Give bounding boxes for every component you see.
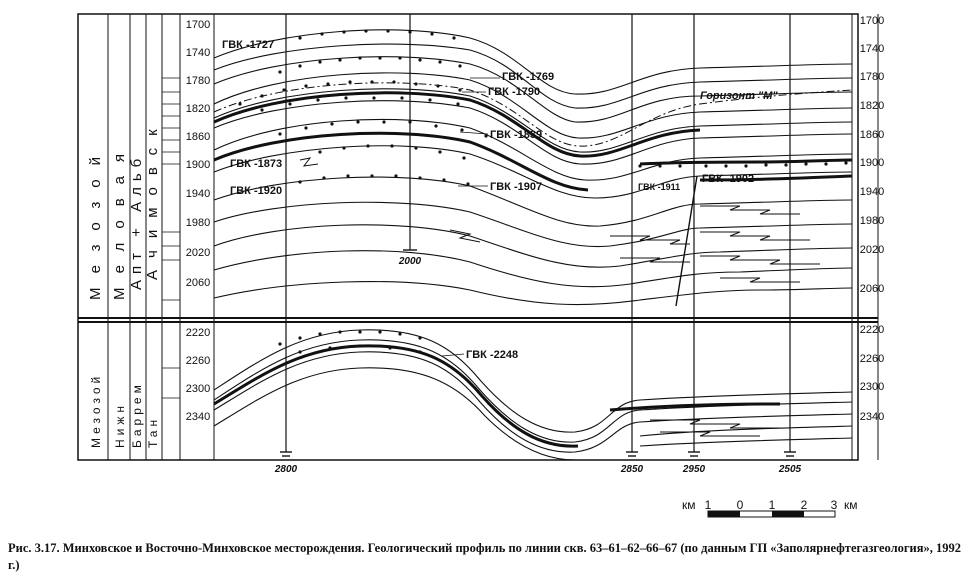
depth-2340: 2340 <box>185 411 211 423</box>
depth-1820: 1820 <box>185 103 211 115</box>
thick-bands <box>214 93 852 190</box>
depth-1860-r: 1860 <box>859 129 885 141</box>
gwc-1920: ГВК -1920 <box>230 185 283 197</box>
region-label-upper: Ачимовск <box>144 117 161 280</box>
depth-1980: 1980 <box>185 217 211 229</box>
depth-1740-r: 1740 <box>859 43 885 55</box>
depth-2300-r: 2300 <box>859 381 885 393</box>
scale-tick-1a: 1 <box>704 498 712 512</box>
stage-label-lower: Баррем <box>130 381 144 448</box>
depth-2300: 2300 <box>185 383 211 395</box>
scale-unit-right: км <box>844 498 858 512</box>
well-2950-label: 2950 <box>682 464 706 475</box>
depth-1740: 1740 <box>185 47 211 59</box>
well-2800-label: 2800 <box>274 464 298 475</box>
well-2505-label: 2505 <box>778 464 802 475</box>
gas-zone-1907 <box>298 174 469 185</box>
scale-tick-2: 2 <box>800 498 808 512</box>
gwc-1902: ГВК -1902 <box>702 173 755 185</box>
depth-1940: 1940 <box>185 188 211 200</box>
depth-2340-r: 2340 <box>859 411 885 423</box>
bed-column <box>162 78 180 398</box>
leader-lines <box>442 78 500 356</box>
depth-scale-right <box>860 15 884 423</box>
depth-1900-r: 1900 <box>859 157 885 169</box>
depth-1860: 1860 <box>185 131 211 143</box>
depth-scale-left <box>186 19 210 423</box>
gwc-1873: ГВК -1873 <box>230 158 283 170</box>
depth-1780: 1780 <box>185 75 211 87</box>
gwc-labels <box>222 39 754 361</box>
scale-tick-3: 3 <box>830 498 838 512</box>
gas-zone-1873 <box>318 144 465 159</box>
scale-bar <box>682 498 858 517</box>
gas-zone-1839 <box>278 120 487 137</box>
lower-strata <box>214 330 852 460</box>
depth-1980-r: 1980 <box>859 215 885 227</box>
gwc-1790: ГВК -1790 <box>488 86 541 98</box>
gwc-1907: ГВК -1907 <box>490 181 543 193</box>
depth-2220-r: 2220 <box>859 324 885 336</box>
gwc-1839: ГВК -1839 <box>490 129 543 141</box>
gas-zone-1727 <box>298 29 455 39</box>
horizon-m-label: Горизонт "М" <box>700 90 778 102</box>
gwc-1769: ГВК -1769 <box>502 71 555 83</box>
depth-1700-r: 1700 <box>859 15 885 27</box>
scale-tick-0: 0 <box>736 498 744 512</box>
well-2000-label: 2000 <box>398 256 422 267</box>
depth-1900: 1900 <box>185 159 211 171</box>
era-label-lower: Мезозой <box>89 372 103 448</box>
strat-column <box>87 117 161 448</box>
figure-caption: Рис. 3.17. Минховское и Восточно-Минховское месторождения. Геологический профиль по линии скв. 63–61–62–66–67 (по данным ГП «Заполярнефтегазгеология», 1992 г.) <box>8 541 961 572</box>
depth-2060: 2060 <box>185 277 211 289</box>
gwc-2248: ГВК -2248 <box>466 349 519 361</box>
well-2850-label: 2850 <box>620 464 644 475</box>
system-label-upper: Меловая <box>111 139 128 300</box>
depth-1820-r: 1820 <box>859 100 885 112</box>
region-label-lower: Тан <box>146 415 160 448</box>
gwc-1727: ГВК -1727 <box>222 39 275 51</box>
era-label-upper: Мезозой <box>87 143 104 300</box>
depth-2020: 2020 <box>185 247 211 259</box>
depth-1940-r: 1940 <box>859 186 885 198</box>
depth-1700: 1700 <box>185 19 211 31</box>
scale-unit-left: км <box>682 498 696 512</box>
depth-2060-r: 2060 <box>859 283 885 295</box>
gwc-1911: ГВК -1911 <box>638 182 681 192</box>
depth-2220: 2220 <box>185 327 211 339</box>
depth-2020-r: 2020 <box>859 244 885 256</box>
depth-2260: 2260 <box>185 355 211 367</box>
system-label-lower: Нижн <box>113 401 127 448</box>
stage-label-upper: Апт + Альб <box>128 152 145 290</box>
depth-1780-r: 1780 <box>859 71 885 83</box>
scale-tick-1: 1 <box>768 498 776 512</box>
depth-2260-r: 2260 <box>859 353 885 365</box>
